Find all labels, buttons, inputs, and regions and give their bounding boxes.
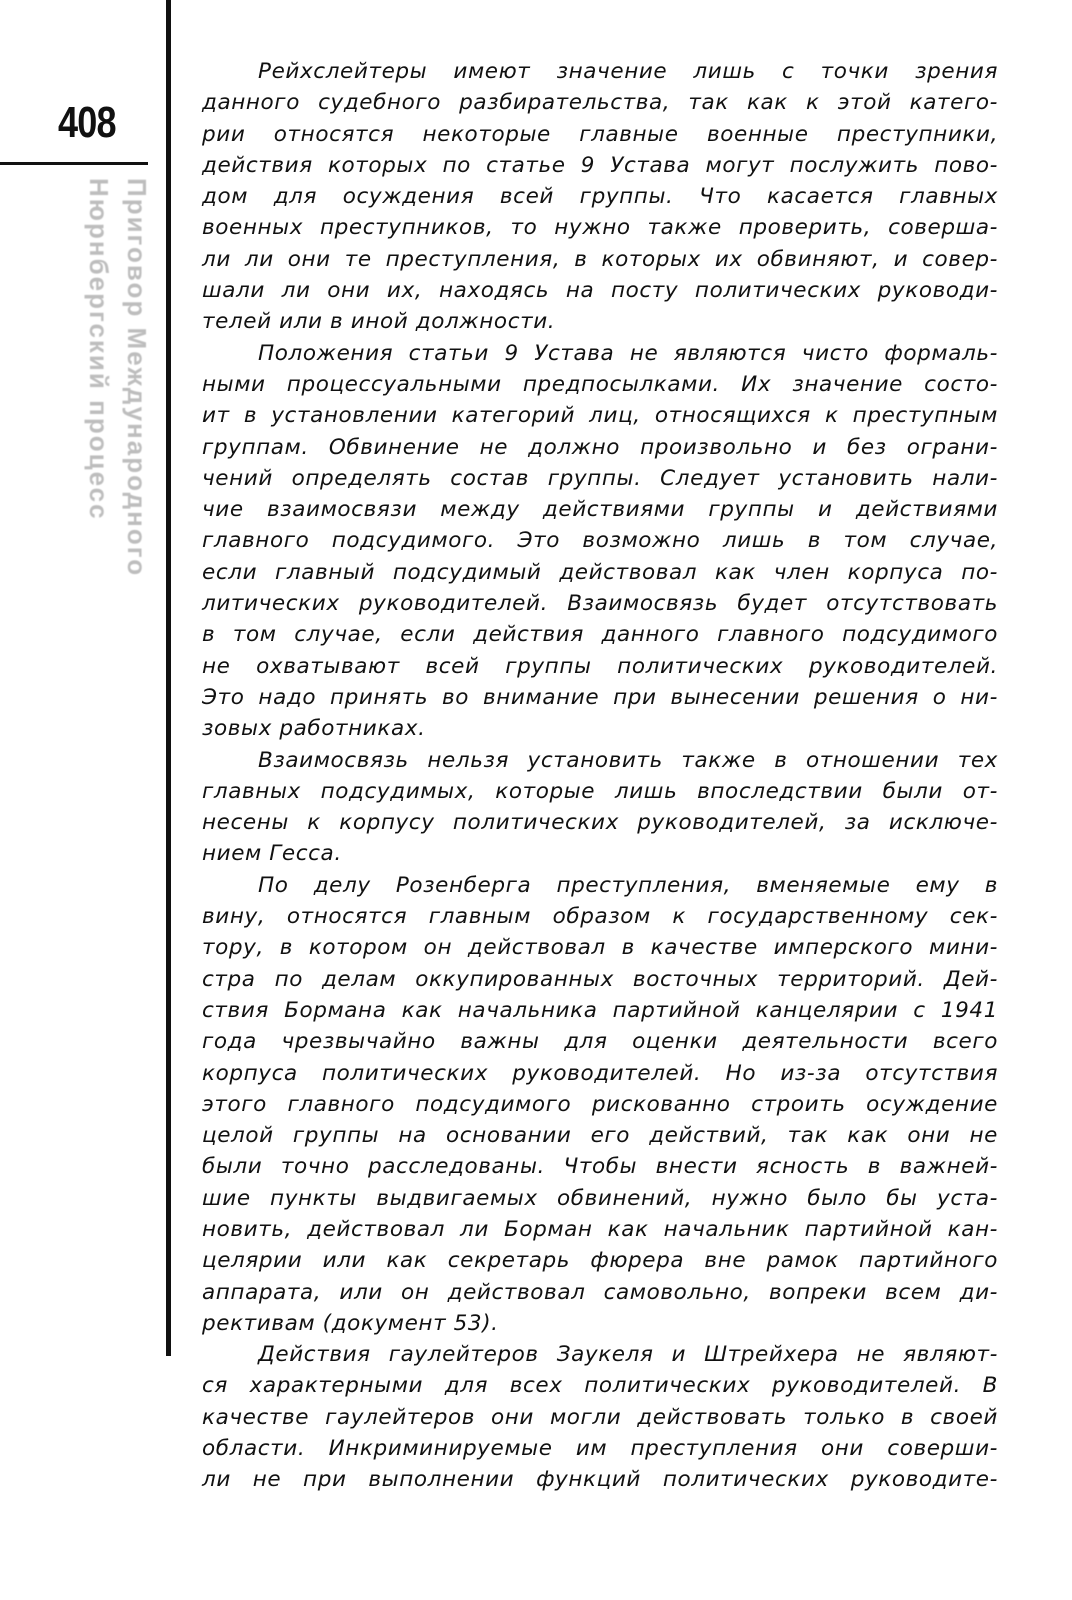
text-line: года чрезвычайно важны для оценки деятельности всего bbox=[202, 1029, 998, 1055]
text-line: целой группы на основании его действий, так как они не bbox=[202, 1123, 998, 1149]
text-line: военных преступников, то нужно также проверить, соверша- bbox=[202, 215, 998, 241]
text-line: области. Инкриминируемые им преступления они соверши- bbox=[202, 1436, 998, 1462]
text-line: главных подсудимых, которые лишь впоследствии были от- bbox=[202, 778, 998, 804]
text-line: зовых работниках. bbox=[202, 716, 426, 742]
text-line: группам. Обвинение не должно произвольно и без ограни- bbox=[202, 434, 998, 460]
margin-title-1: Нюрнбергский процесс bbox=[84, 178, 114, 521]
header-rule bbox=[0, 162, 148, 165]
text-line: действия которых по статье 9 Устава могут послужить пово- bbox=[202, 152, 998, 178]
text-line: рективам (документ 53). bbox=[202, 1310, 499, 1336]
text-line: несены к корпусу политических руководителей, за исключе- bbox=[202, 810, 998, 836]
text-line: ит в установлении категорий лиц, относящихся к преступным bbox=[202, 403, 998, 429]
text-line: новить, действовал ли Борман как начальник партийной кан- bbox=[202, 1216, 998, 1242]
text-line: По делу Розенберга преступления, вменяемые ему в bbox=[258, 872, 998, 898]
text-line: качестве гаулейтеров они могли действовать только в своей bbox=[202, 1404, 998, 1430]
text-line: нием Гесса. bbox=[202, 841, 342, 867]
text-line: Положения статьи 9 Устава не являются чисто формаль- bbox=[258, 340, 998, 366]
text-line: чений определять состав группы. Следует установить нали- bbox=[202, 465, 998, 491]
text-line: дом для осуждения всей группы. Что касается главных bbox=[202, 184, 998, 210]
text-line: целярии или как секретарь фюрера вне рамок партийного bbox=[202, 1248, 998, 1274]
text-line: были точно расследованы. Чтобы внести ясность в важней- bbox=[202, 1154, 998, 1180]
text-line: рии относятся некоторые главные военные преступники, bbox=[202, 121, 998, 147]
text-line: ли не при выполнении функций политических руководите- bbox=[202, 1467, 998, 1493]
body-text bbox=[202, 56, 998, 1496]
text-line: в том случае, если действия данного главного подсудимого bbox=[202, 622, 998, 648]
text-line: телей или в иной должности. bbox=[202, 309, 556, 335]
text-line: ствия Бормана как начальника партийной канцелярии с 1941 bbox=[202, 997, 998, 1023]
margin-rule bbox=[166, 0, 171, 1356]
text-line: этого главного подсудимого рискованно строить осуждение bbox=[202, 1091, 998, 1117]
text-line: стра по делам оккупированных восточных территорий. Дей- bbox=[202, 966, 998, 992]
page-number: 408 bbox=[58, 98, 116, 147]
text-line: чие взаимосвязи между действиями группы и действиями bbox=[202, 497, 998, 523]
text-line: корпуса политических руководителей. Но из-за отсутствия bbox=[202, 1060, 998, 1086]
text-line: литических руководителей. Взаимосвязь будет отсутствовать bbox=[202, 591, 998, 617]
text-line: аппарата, или он действовал самовольно, вопреки всем ди- bbox=[202, 1279, 998, 1305]
text-line: Это надо принять во внимание при вынесении решения о ни- bbox=[202, 684, 998, 710]
text-line: если главный подсудимый действовал как член корпуса по- bbox=[202, 559, 998, 585]
text-line: Взаимосвязь нельзя установить также в отношении тех bbox=[258, 747, 998, 773]
text-line: Рейхслейтеры имеют значение лишь с точки зрения bbox=[258, 59, 998, 84]
text-line: не охватывают всей группы политических руководителей. bbox=[202, 653, 998, 679]
margin-title-2: Приговор Международного bbox=[122, 178, 152, 578]
text-line: Действия гаулейтеров Заукеля и Штрейхера не являют- bbox=[258, 1342, 998, 1368]
text-line: ли ли они те преступления, в которых их обвиняют, и совер- bbox=[202, 246, 998, 272]
text-line: ся характерными для всех политических руководителей. В bbox=[202, 1373, 998, 1399]
text-line: шие пункты выдвигаемых обвинений, нужно было бы уста- bbox=[202, 1185, 998, 1211]
text-line: вину, относятся главным образом к государственному сек- bbox=[202, 904, 998, 930]
text-line: ными процессуальными предпосылками. Их значение состо- bbox=[202, 371, 998, 397]
text-line: данного судебного разбирательства, так как к этой катего- bbox=[202, 90, 998, 116]
text-line: главного подсудимого. Это возможно лишь в том случае, bbox=[202, 528, 998, 554]
text-line: шали ли они их, находясь на посту политических руководи- bbox=[202, 278, 998, 304]
text-line: тору, в котором он действовал в качестве имперского мини- bbox=[202, 935, 998, 961]
